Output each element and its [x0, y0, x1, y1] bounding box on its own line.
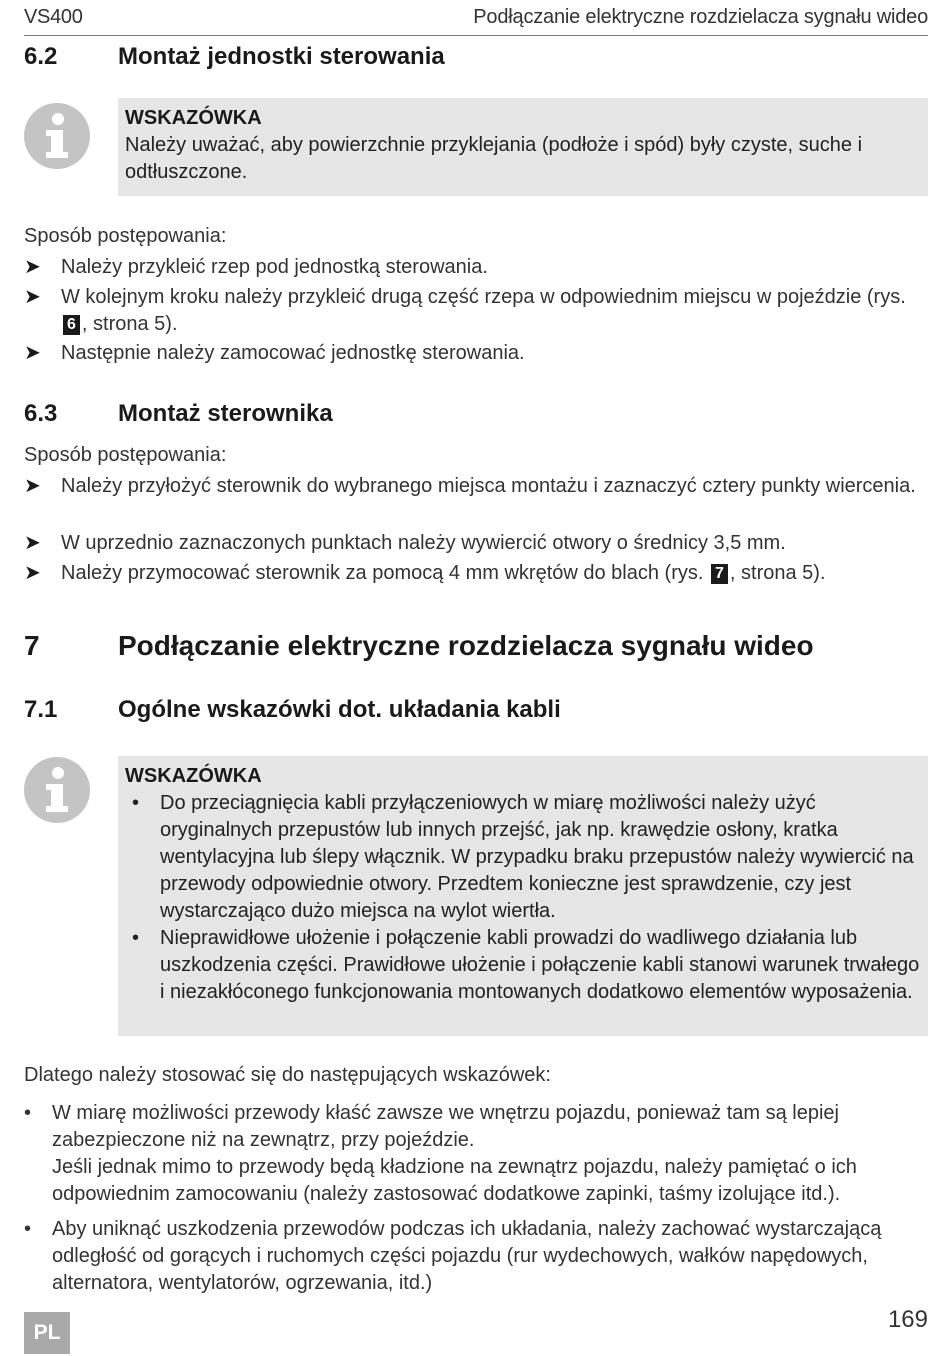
bullet-dot: • — [24, 1102, 32, 1124]
note-box — [118, 756, 928, 1036]
note-bullet — [132, 790, 920, 925]
section-number: 6.3 — [24, 400, 58, 427]
chapter-7-heading — [24, 630, 934, 668]
note-text: Należy uważać, aby powierzchnie przyklejania (podłoże i spód) były czyste, suche i odtłuszczone. — [125, 134, 863, 183]
step-text: Należy przymocować sterownik za pomocą 4 mm wkrętów do blach (rys. 7 , strona 5). — [61, 562, 826, 584]
arrow-icon: ➤ — [24, 286, 41, 308]
note-title: WSKAZÓWKA — [125, 765, 262, 787]
header-chapter-title: Podłączanie elektryczne rozdzielacza sygnału wideo — [473, 6, 928, 28]
header-divider — [24, 35, 928, 36]
arrow-icon: ➤ — [24, 532, 41, 554]
chapter-title: Podłączanie elektryczne rozdzielacza sygnału wideo — [118, 630, 814, 661]
figure-reference: 6 — [63, 315, 80, 335]
step-text: Należy przykleić rzep pod jednostką sterowania. — [61, 256, 488, 278]
section-title: Ogólne wskazówki dot. układania kabli — [118, 696, 561, 723]
note-bullet — [132, 925, 920, 1006]
procedure-label: Sposób postępowania: — [24, 444, 227, 466]
step-item — [24, 473, 924, 500]
page-number: 169 — [887, 1306, 928, 1333]
step-item — [24, 560, 924, 587]
bullet-dot: • — [132, 927, 140, 949]
note-title: WSKAZÓWKA — [125, 107, 262, 129]
section-number: 7.1 — [24, 696, 58, 723]
list-item — [24, 1216, 924, 1297]
arrow-icon: ➤ — [24, 256, 41, 278]
note-bullet-text: Do przeciągnięcia kabli przyłączeniowych w miarę możliwości należy użyć oryginalnych przepustów lub innych przejść, jak np. krawędzie osłony, kratka wentylacyjna lub ślepy włącznik. W przypadku braku przepustów należy wywiercić na przewody odpowiednie otwory. Przedtem konieczne jest sprawdzenie, czy jest wystarczająco dużo miejsca na wylot wiertła. — [160, 792, 914, 922]
note-bullet-text: Nieprawidłowe ułożenie i połączenie kabli prowadzi do wadliwego działania lub uszkodzenia części. Prawidłowe ułożenie i połączenie kabli stanowi warunek trwałego i niezakłóconego funkcjonowania montowanych dodatkowo elementów wyposażenia. — [160, 927, 920, 1003]
chapter-number: 7 — [24, 630, 40, 661]
bullet-dot: • — [24, 1218, 32, 1240]
note-box — [118, 98, 928, 196]
arrow-icon: ➤ — [24, 475, 41, 497]
step-item — [24, 284, 924, 338]
header-model: VS400 — [24, 6, 83, 28]
section-6-2-heading — [24, 43, 924, 75]
list-item — [24, 1100, 924, 1208]
arrow-icon: ➤ — [24, 562, 41, 584]
language-badge: PL — [24, 1312, 70, 1354]
step-text: W kolejnym kroku należy przykleić drugą część rzepa w odpowiednim miejscu w pojeździe (rys. 6 , strona 5). — [61, 286, 906, 335]
step-item — [24, 530, 924, 557]
step-text: W uprzednio zaznaczonych punktach należy wywiercić otwory o średnicy 3,5 mm. — [61, 532, 786, 554]
list-intro: Dlatego należy stosować się do następujących wskazówek: — [24, 1064, 551, 1086]
list-item-text: Aby uniknąć uszkodzenia przewodów podczas ich układania, należy zachować wystarczającą odległość od gorących i ruchomych części pojazdu (rur wydechowych, wałków napędowych, alternatora, wentylatorów, ogrzewania, itd.) — [52, 1218, 882, 1294]
step-item — [24, 254, 924, 281]
section-6-3-heading — [24, 400, 924, 432]
section-7-1-heading — [24, 696, 924, 728]
arrow-icon: ➤ — [24, 342, 41, 364]
bullet-dot: • — [132, 792, 140, 814]
section-title: Montaż jednostki sterowania — [118, 43, 445, 70]
procedure-label: Sposób postępowania: — [24, 225, 227, 247]
step-text: Należy przyłożyć sterownik do wybranego miejsca montażu i zaznaczyć cztery punkty wiercenia. — [61, 475, 916, 497]
figure-reference: 7 — [711, 564, 728, 584]
section-title: Montaż sterownika — [118, 400, 333, 427]
section-number: 6.2 — [24, 43, 58, 70]
info-icon — [24, 103, 90, 169]
step-text: Następnie należy zamocować jednostkę sterowania. — [61, 342, 525, 364]
list-item-text: Jeśli jednak mimo to przewody będą kładzione na zewnątrz pojazdu, należy pamiętać o ich odpowiednim zamocowaniu (należy zastosować dodatkowe zapinki, taśmy izolujące itd.). — [52, 1156, 857, 1205]
info-icon — [24, 757, 90, 823]
list-item-text: W miarę możliwości przewody kłaść zawsze we wnętrzu pojazdu, ponieważ tam są lepiej zabezpieczone niż na zewnątrz, przy pojeździe. — [52, 1102, 839, 1151]
step-item — [24, 340, 924, 367]
